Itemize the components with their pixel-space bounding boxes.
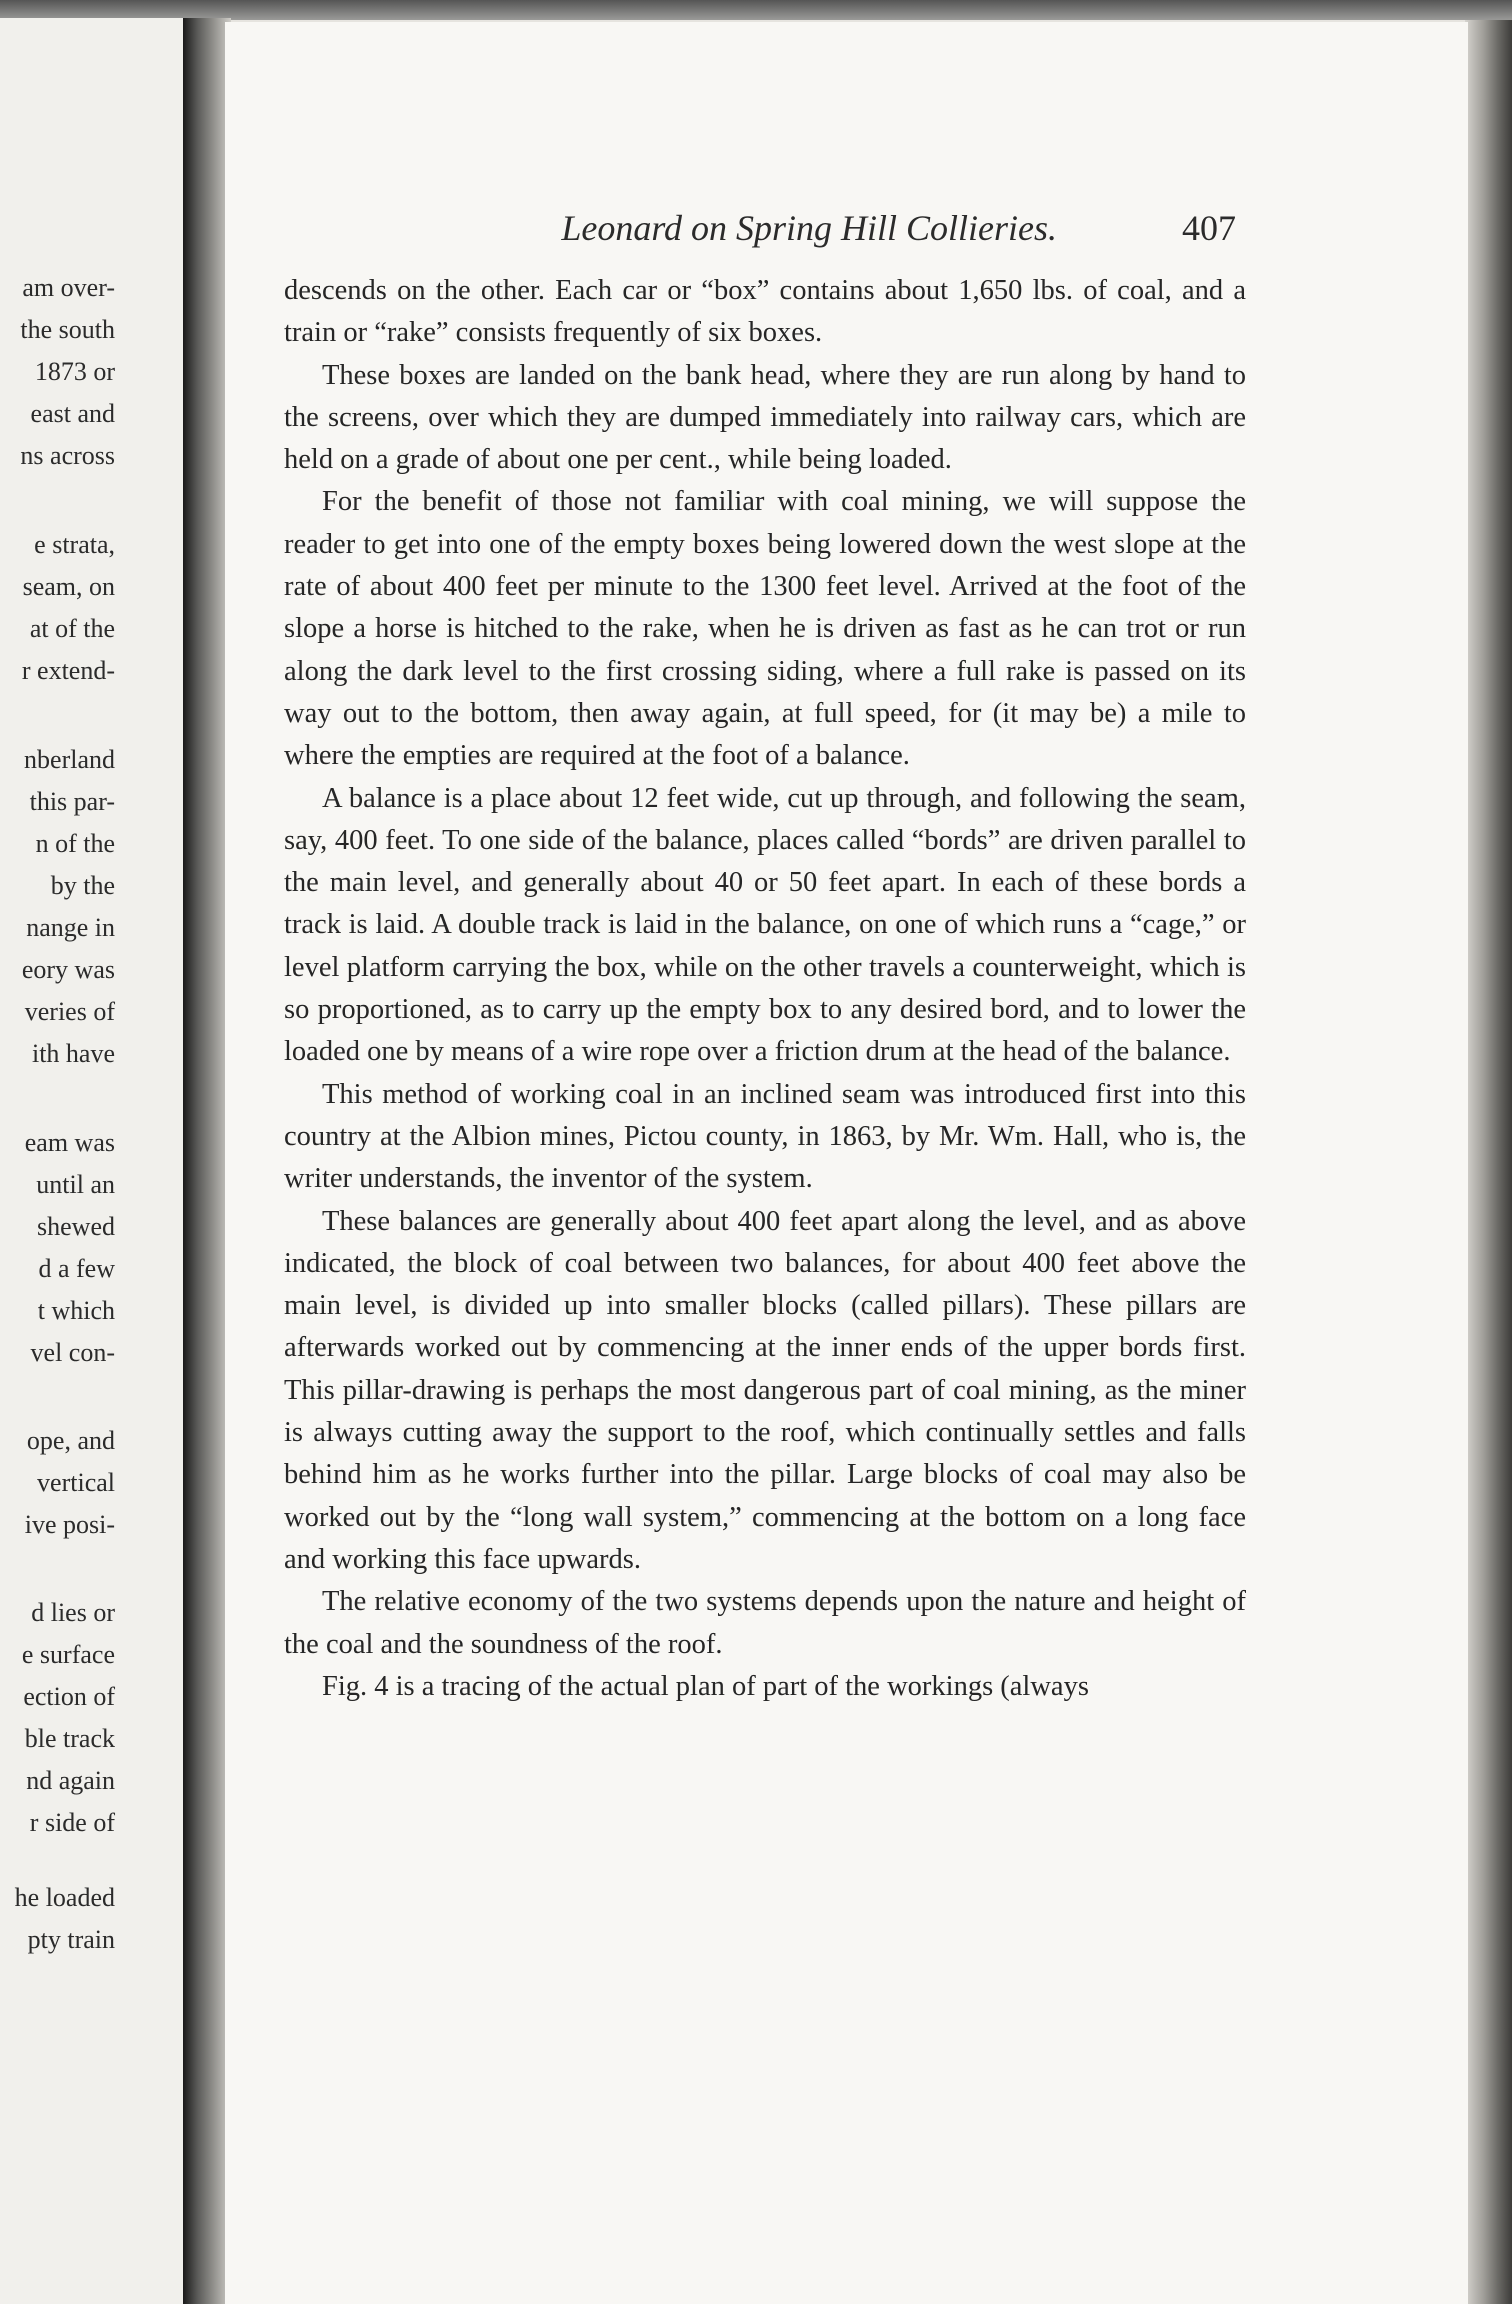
left-line: the south <box>20 315 115 344</box>
page-number: 407 <box>1182 208 1236 248</box>
left-line: at of the <box>29 614 115 643</box>
left-line: d a few <box>38 1254 115 1283</box>
left-line: eam was <box>24 1128 115 1157</box>
left-line: eory was <box>21 955 115 984</box>
running-title: Leonard on Spring Hill Collieries. <box>561 208 1057 248</box>
left-line: nd again <box>26 1766 115 1795</box>
left-line: east and <box>30 399 115 428</box>
left-line: nberland <box>24 745 115 774</box>
paragraph: Fig. 4 is a tracing of the actual plan of part of the workings (always <box>322 1670 1089 1702</box>
left-line: ive posi- <box>24 1510 115 1539</box>
book-spine <box>183 18 231 2304</box>
paragraph: The relative economy of the two systems depends upon the nature and height of the coal and the soundness of the roof. <box>284 1586 1246 1660</box>
left-line: ection of <box>23 1682 115 1711</box>
left-line: d lies or <box>31 1598 115 1627</box>
left-line: ope, and <box>26 1426 115 1455</box>
left-page-fragment <box>0 18 185 2304</box>
left-line: pty train <box>27 1925 115 1954</box>
page-header <box>225 182 1468 248</box>
body-text <box>284 270 1246 1708</box>
left-line: am over- <box>22 273 115 302</box>
left-line: e strata, <box>34 530 115 559</box>
left-line: 1873 or <box>34 357 115 386</box>
top-shadow <box>0 0 1512 20</box>
paragraph: This method of working coal in an inclined seam was introduced first into this country at the Albion mines, Pictou county, in 1863, by Mr. Wm. Hall, who is, the writer understands, the inventor of the system. <box>284 1078 1246 1195</box>
paragraph: These boxes are landed on the bank head, where they are run along by hand to the screens, over which they are dumped immediately into railway cars, which are held on a grade of about one per cent., while being loaded. <box>284 359 1246 476</box>
left-line: this par- <box>29 787 115 816</box>
left-line: until an <box>36 1170 115 1199</box>
paragraph: A balance is a place about 12 feet wide, cut up through, and following the seam, say, 400 feet. To one side of the balance, places called “bords” are driven parallel to the main level, and generally about 40 or 50 feet apart. In each of these bords a track is laid. A double track is laid in the balance, on one of which runs a “cage,” or level platform carrying the box, while on the other travels a counterweight, which is so proportioned, as to carry up the empty box to any desired bord, and to lower the loaded one by means of a wire rope over a friction drum at the head of the balance. <box>284 782 1246 1068</box>
left-line: nange in <box>26 913 115 942</box>
left-line: e surface <box>21 1640 115 1669</box>
left-line: ith have <box>31 1039 115 1068</box>
left-line: vel con- <box>30 1338 115 1367</box>
paragraph: These balances are generally about 400 feet apart along the level, and as above indicated, the block of coal between two balances, for about 400 feet above the main level, is divided up into smaller blocks (called pillars). These pillars are afterwards worked out by commencing at the inner ends of the upper bords first. This pillar-drawing is perhaps the most dangerous part of coal mining, as the miner is always cutting away the support to the roof, which continually settles and falls behind him as he works further into the pillar. Large blocks of coal may also be worked out by the “long wall system,” commencing at the bottom on a long face and working this face upwards. <box>284 1205 1246 1575</box>
left-line: shewed <box>37 1212 115 1241</box>
left-line: veries of <box>24 997 115 1026</box>
left-line: ble track <box>24 1724 115 1753</box>
left-line: by the <box>50 871 115 900</box>
page-edge <box>1465 20 1512 2304</box>
left-line: t which <box>37 1296 115 1325</box>
left-line: seam, on <box>22 572 115 601</box>
book-page <box>225 22 1468 2304</box>
left-line: he loaded <box>14 1883 115 1912</box>
left-line: ns across <box>20 441 115 470</box>
left-line: r extend- <box>21 656 115 685</box>
paragraph: For the benefit of those not familiar with coal mining, we will suppose the reader to get into one of the empty boxes being lowered down the west slope at the rate of about 400 feet per minute to the 1300 feet level. Arrived at the foot of the slope a horse is hitched to the rake, when he is driven as fast as he can trot or run along the dark level to the first crossing siding, where a full rake is passed on its way out to the bottom, then away again, at full speed, for (it may be) a mile to where the empties are required at the foot of a balance. <box>284 486 1246 772</box>
paragraph: descends on the other. Each car or “box” contains about 1,650 lbs. of coal, and a train or “rake” consists frequently of six boxes. <box>284 275 1246 349</box>
left-line: n of the <box>35 829 115 858</box>
left-line: r side of <box>29 1808 115 1837</box>
left-line: vertical <box>37 1468 115 1497</box>
